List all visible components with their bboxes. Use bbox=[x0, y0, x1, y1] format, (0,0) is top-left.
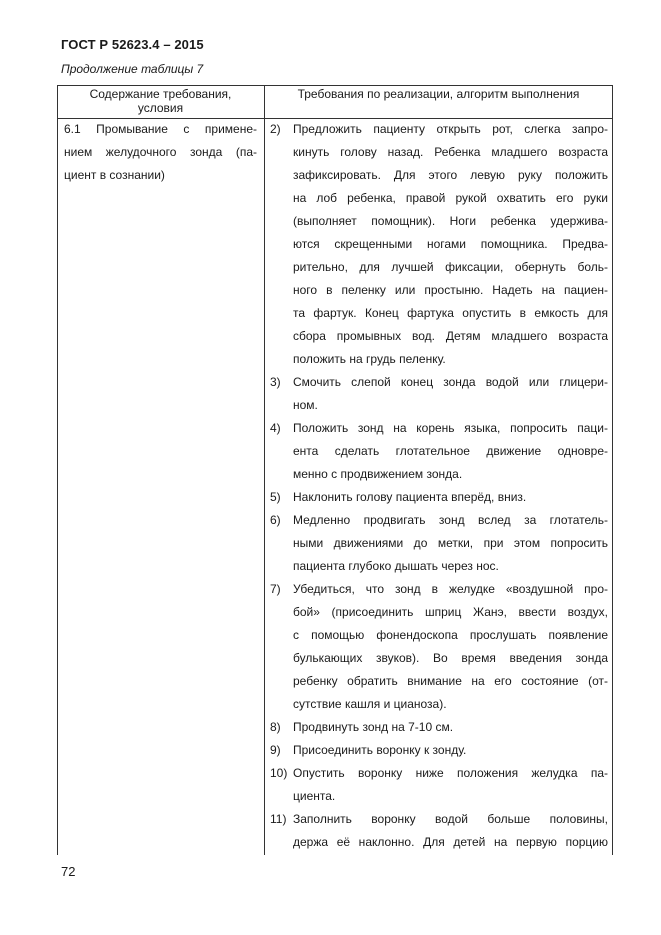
step-text-line: бой» (присоединить шприц Жанэ, ввести воздух, bbox=[293, 605, 608, 619]
step-text bbox=[293, 118, 608, 371]
algorithm-step bbox=[270, 486, 608, 509]
step-text-line: ются скрещенными ногами помощника. Предва- bbox=[293, 237, 608, 251]
step-text bbox=[293, 739, 608, 762]
column-header-line: Содержание требования, bbox=[89, 87, 232, 101]
document-code: ГОСТ Р 52623.4 – 2015 bbox=[61, 37, 204, 52]
step-text-line: зафиксировать. Для этого левую руку положить bbox=[293, 168, 608, 182]
step-number: 11) bbox=[270, 812, 287, 826]
step-number: 6) bbox=[270, 513, 281, 527]
requirement-text-line: циент в сознании) bbox=[64, 168, 165, 182]
algorithm-step bbox=[270, 509, 608, 578]
step-text-line: булькающих звуков). Во время введения зонда bbox=[293, 651, 608, 665]
step-text-line: Продвинуть зонд на 7-10 см. bbox=[293, 720, 454, 734]
requirement-cell bbox=[64, 118, 257, 187]
step-text-line: ного в пеленку или простыню. Надеть на пациен- bbox=[293, 283, 608, 297]
requirement-text-line: 6.1 Промывание с примене- bbox=[64, 122, 257, 136]
algorithm-step bbox=[270, 371, 608, 417]
step-text-line: рительно, для лучшей фиксации, обернуть боль- bbox=[293, 260, 608, 274]
algorithm-step bbox=[270, 762, 608, 808]
step-text bbox=[293, 716, 608, 739]
step-text-line: Опустить воронку ниже положения желудка па- bbox=[293, 766, 608, 780]
algorithm-step bbox=[270, 578, 608, 716]
step-text-line: Заполнить воронку водой больше половины, bbox=[293, 812, 608, 826]
step-text bbox=[293, 808, 608, 854]
step-number: 7) bbox=[270, 582, 281, 596]
step-text-line: менно с продвижением зонда. bbox=[293, 467, 463, 481]
requirement-text-line: нием желудочного зонда (па- bbox=[64, 145, 257, 159]
column-header-requirement bbox=[58, 87, 263, 115]
step-text-line: (выполняет помощник). Ноги ребенка удержива- bbox=[293, 214, 608, 228]
step-number: 4) bbox=[270, 421, 281, 435]
step-text bbox=[293, 762, 608, 808]
step-text-line: ными движениями до метки, при этом попросить bbox=[293, 536, 608, 550]
table-continuation-caption: Продолжение таблицы 7 bbox=[61, 62, 204, 76]
step-text-line: ном. bbox=[293, 398, 318, 412]
step-text-line: та фартук. Конец фартука опустить в емкость для bbox=[293, 306, 608, 320]
step-number: 2) bbox=[270, 122, 281, 136]
step-text-line: на лоб ребенка, правой рукой охватить его руки bbox=[293, 191, 608, 205]
step-text-line: кинуть голову назад. Ребенка младшего возраста bbox=[293, 145, 608, 159]
step-text bbox=[293, 417, 608, 486]
algorithm-step bbox=[270, 716, 608, 739]
step-number: 9) bbox=[270, 743, 281, 757]
step-text-line: Присоединить воронку к зонду. bbox=[293, 743, 467, 757]
page-number: 72 bbox=[61, 864, 76, 879]
step-text bbox=[293, 509, 608, 578]
step-text-line: держа её наклонно. Для детей на первую порцию bbox=[293, 835, 608, 849]
algorithm-cell bbox=[270, 118, 608, 854]
step-text-line: Медленно продвигать зонд вслед за глотатель- bbox=[293, 513, 608, 527]
column-divider bbox=[264, 85, 265, 855]
step-text-line: циента. bbox=[293, 789, 336, 803]
step-text-line: положить на грудь пеленку. bbox=[293, 352, 446, 366]
step-text-line: Наклонить голову пациента вперёд, вниз. bbox=[293, 490, 527, 504]
algorithm-step bbox=[270, 118, 608, 371]
column-header-line: условия bbox=[137, 101, 184, 115]
step-text-line: пациента глубоко дышать через нос. bbox=[293, 559, 499, 573]
step-text-line: с помощью фонендоскопа прослушать появление bbox=[293, 628, 608, 642]
step-text bbox=[293, 486, 608, 509]
step-number: 5) bbox=[270, 490, 281, 504]
algorithm-step bbox=[270, 808, 608, 854]
step-text-line: Смочить слепой конец зонда водой или глицери- bbox=[293, 375, 608, 389]
step-text-line: ента сделать глотательное движение одновре- bbox=[293, 444, 608, 458]
algorithm-step bbox=[270, 739, 608, 762]
step-text-line: Убедиться, что зонд в желудке «воздушной про- bbox=[293, 582, 608, 596]
step-text-line: Предложить пациенту открыть рот, слегка запро- bbox=[293, 122, 608, 136]
step-number: 8) bbox=[270, 720, 281, 734]
step-number: 10) bbox=[270, 766, 288, 780]
step-text bbox=[293, 371, 608, 417]
step-text bbox=[293, 578, 608, 716]
algorithm-step bbox=[270, 417, 608, 486]
step-text-line: ребенку обратить внимание на его состояние (от- bbox=[293, 674, 608, 688]
step-text-line: сбора промывных вод. Детям младшего возраста bbox=[293, 329, 608, 343]
step-text-line: сутствие кашля и цианоза). bbox=[293, 697, 447, 711]
step-number: 3) bbox=[270, 375, 281, 389]
step-text-line: Положить зонд на корень языка, попросить паци- bbox=[293, 421, 608, 435]
column-header-line: Требования по реализации, алгоритм выполнения bbox=[297, 87, 580, 101]
column-header-algorithm bbox=[265, 87, 612, 101]
